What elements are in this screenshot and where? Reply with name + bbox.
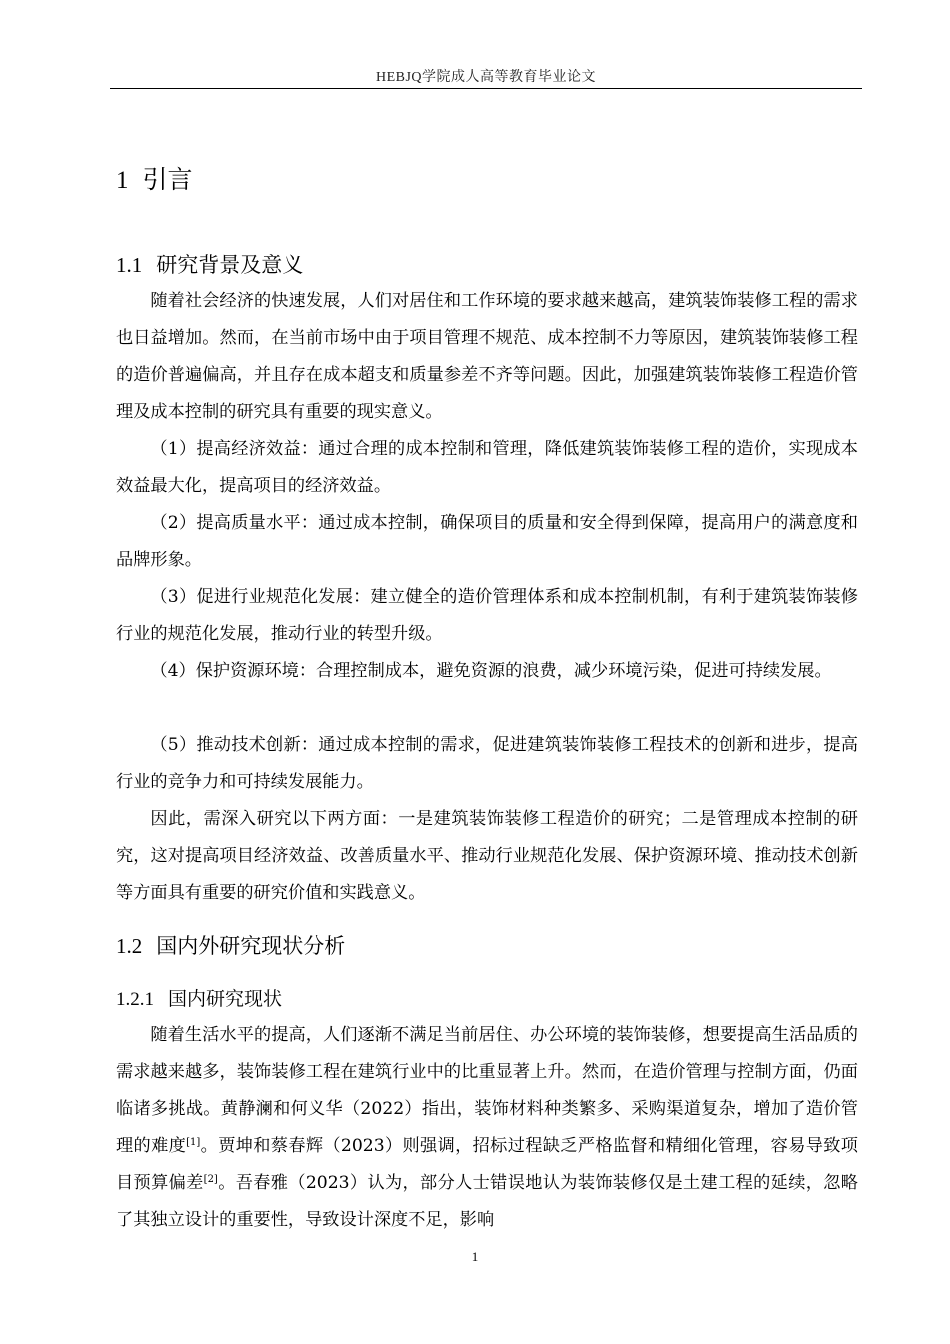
running-header: HEBJQ学院成人高等教育毕业论文 xyxy=(375,70,597,85)
chapter-heading xyxy=(116,160,193,196)
text-segment: 随着生活水平的提高，人们逐渐不满足当前居住、办公环境的装饰装修，想要提高生活品质的需求越来越多，装饰装修工程在建筑行业中的比重显著上升。然而，在造价管理与控制方面，仍面临诸多挑战。黄静澜和何义华（2022）指出，装饰材料种类繁多、采购渠道复杂，增加了造价管理的难度 xyxy=(116,1025,858,1156)
paragraph-domestic-research xyxy=(116,1017,858,1239)
paragraph-conclusion: 因此，需深入研究以下两方面：一是建筑装饰装修工程造价的研究；二是管理成本控制的研究，这对提高项目经济效益、改善质量水平、推动行业规范化发展、保护资源环境、推动技术创新等方面具有重要的研究价值和实践意义。 xyxy=(116,809,858,903)
page-number: 1 xyxy=(471,1249,479,1264)
chapter-number: 1 xyxy=(116,167,129,194)
paragraph-item-5: （5）推动技术创新：通过成本控制的需求，促进建筑装饰装修工程技术的创新和进步，提高行业的竞争力和可持续发展能力。 xyxy=(116,735,858,792)
text-segment: 。贾坤和蔡春辉（2023）则强调，招标过程缺乏严格监督和精细化管理，容易导致项目预算偏差 xyxy=(116,1136,858,1193)
paragraph-item-2: （2）提高质量水平：通过成本控制，确保项目的质量和安全得到保障，提高用户的满意度和品牌形象。 xyxy=(116,513,858,570)
section-title: 国内外研究现状分析 xyxy=(156,934,346,958)
section-title: 研究背景及意义 xyxy=(156,253,304,277)
section-heading-1-2 xyxy=(116,930,345,960)
subsection-heading-1-2-1 xyxy=(116,984,282,1011)
paragraph-background: 随着社会经济的快速发展，人们对居住和工作环境的要求越来越高，建筑装饰装修工程的需求也日益增加。然而，在当前市场中由于项目管理不规范、成本控制不力等原因，建筑装饰装修工程的造价普遍偏高，并且存在成本超支和质量参差不齐等问题。因此，加强建筑装饰装修工程造价管理及成本控制的研究具有重要的现实意义。 xyxy=(116,291,858,422)
citation-ref-1[interactable]: [1] xyxy=(186,1137,201,1148)
paragraph-item-3: （3）促进行业规范化发展：建立健全的造价管理体系和成本控制机制，有利于建筑装饰装修行业的规范化发展，推动行业的转型升级。 xyxy=(116,587,858,644)
section-number: 1.1 xyxy=(116,253,143,277)
text-segment: 。吾春雅（2023）认为，部分人士错误地认为装饰装修仅是土建工程的延续，忽略了其独立设计的重要性，导致设计深度不足，影响 xyxy=(116,1173,858,1230)
subsection-title: 国内研究现状 xyxy=(168,988,283,1010)
citation-ref-2[interactable]: [2] xyxy=(203,1174,218,1185)
section-heading-1-1 xyxy=(116,249,303,279)
chapter-title: 引言 xyxy=(142,165,193,194)
section-number: 1.2 xyxy=(116,934,143,958)
paragraph-item-4: （4）保护资源环境：合理控制成本，避免资源的浪费，减少环境污染，促进可持续发展。 xyxy=(150,661,832,681)
header-rule xyxy=(110,88,862,89)
paragraph-item-1: （1）提高经济效益：通过合理的成本控制和管理，降低建筑装饰装修工程的造价，实现成本效益最大化，提高项目的经济效益。 xyxy=(116,439,858,496)
subsection-number: 1.2.1 xyxy=(116,989,154,1010)
